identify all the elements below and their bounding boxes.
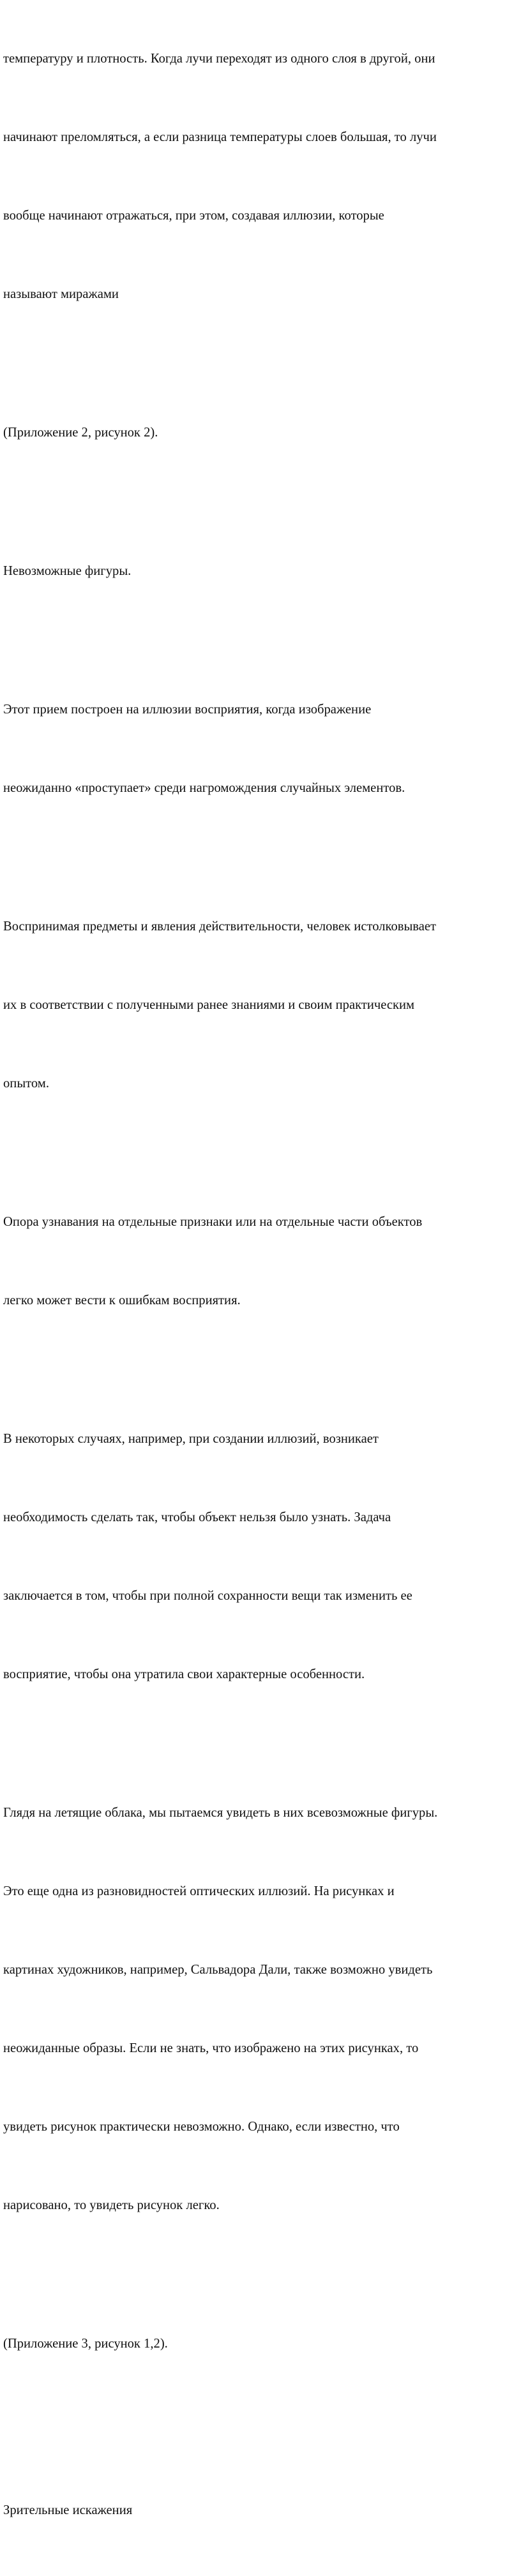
heading-line: Зрительные искажения (3, 2503, 133, 2517)
paragraph-line: их в соответствии с полученными ранее знаниями и своим практическим (3, 998, 415, 1012)
paragraph-recognition-errors (3, 1157, 518, 1366)
paragraph-line: вообще начинают отражаться, при этом, создавая иллюзии, которые (3, 209, 384, 223)
paragraph-line: Глядя на летящие облака, мы пытаемся увидеть в них всевозможные фигуры. (3, 1806, 438, 1820)
paragraph-line: нарисовано, то увидеть рисунок легко. (3, 2198, 220, 2212)
paragraph-line: (Приложение 2, рисунок 2). (3, 426, 158, 440)
paragraph-line: опытом. (3, 1076, 49, 1091)
paragraph-line: заключается в том, чтобы при полной сохранности вещи так изменить ее (3, 1589, 412, 1603)
paragraph-line: Этот прием построен на иллюзии восприятия, когда изображение (3, 703, 372, 717)
paragraph-line: В некоторых случаях, например, при создании иллюзий, возникает (3, 1432, 379, 1446)
paragraph-line: называют миражами (3, 287, 119, 301)
paragraph-line: картинах художников, например, Сальвадора Дали, также возможно увидеть (3, 1963, 433, 1977)
paragraph-line: Это еще одна из разновидностей оптических иллюзий. На рисунках и (3, 1884, 395, 1898)
appendix-reference-3 (3, 2279, 518, 2409)
paragraph-interpretation (3, 861, 518, 1149)
paragraph-line: легко может вести к ошибкам восприятия. (3, 1293, 241, 1307)
paragraph-unrecognizable-object (3, 1374, 518, 1740)
paragraph-line: неожиданные образы. Если не знать, что изображено на этих рисунках, то (3, 2041, 419, 2055)
paragraph-perception-illusion (3, 644, 518, 854)
paragraph-line: (Приложение 3, рисунок 1,2). (3, 2337, 168, 2351)
paragraph-line: восприятие, чтобы она утратила свои характерные особенности. (3, 1667, 365, 1681)
paragraph-line: начинают преломляться, а если разница температуры слоев большая, то лучи (3, 130, 437, 144)
section-heading-visual-distortions (3, 2445, 518, 2576)
paragraph-line: Воспринимая предметы и явления действительности, человек истолковывает (3, 919, 437, 934)
paragraph-line: увидеть рисунок практически невозможно. Однако, если известно, что (3, 2120, 400, 2134)
paragraph-line: температуру и плотность. Когда лучи переходят из одного слоя в другой, они (3, 52, 435, 66)
paragraph-clouds-dali (3, 1748, 518, 2271)
paragraph-line: Опора узнавания на отдельные признаки или на отдельные части объектов (3, 1215, 423, 1229)
appendix-reference-2 (3, 368, 518, 498)
heading-line: Невозможные фигуры. (3, 564, 132, 578)
paragraph-mirages (3, 0, 518, 360)
paragraph-line: неожиданно «проступает» среди нагромождения случайных элементов. (3, 781, 405, 795)
paragraph-line: необходимость сделать так, чтобы объект нельзя было узнать. Задача (3, 1510, 391, 1524)
section-heading-impossible-figures (3, 506, 518, 637)
